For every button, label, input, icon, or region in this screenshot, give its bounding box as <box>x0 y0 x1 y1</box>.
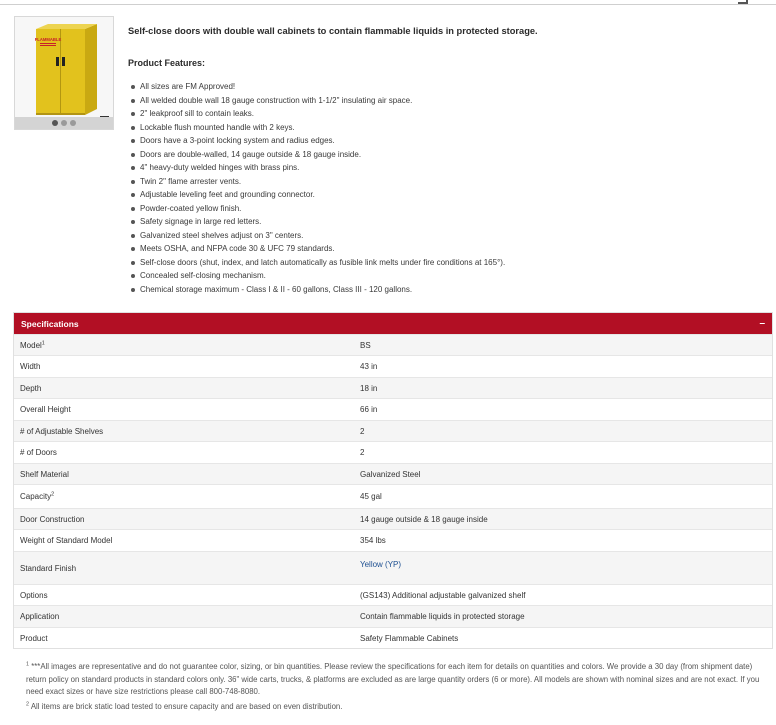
specifications-title: Specifications <box>21 318 79 329</box>
spec-label <box>14 612 354 621</box>
specifications-table <box>14 334 772 648</box>
spec-value: 354 lbs <box>360 536 386 545</box>
spec-value: 2 <box>360 426 365 436</box>
collapse-icon[interactable]: – <box>759 317 765 329</box>
spec-row <box>14 398 772 420</box>
product-image[interactable] <box>15 17 113 117</box>
spec-row <box>14 627 772 648</box>
feature-item: Self-close doors (shut, index, and latch automatically as fusible link melts under fire conditions at 165°). <box>128 256 768 270</box>
feature-item: Twin 2" flame arrester vents. <box>128 175 768 189</box>
spec-row <box>14 334 772 355</box>
specifications-header[interactable] <box>14 313 772 334</box>
gallery-dot[interactable] <box>61 120 67 126</box>
spec-row <box>14 377 772 398</box>
feature-item: 4" heavy-duty welded hinges with brass pins. <box>128 161 768 175</box>
spec-label <box>14 384 354 393</box>
cabinet-illustration <box>15 17 113 117</box>
spec-value: 14 gauge outside & 18 gauge inside <box>360 514 488 524</box>
spec-value: 45 gal <box>360 492 382 501</box>
spec-label <box>14 634 354 643</box>
feature-item: Concealed self-closing mechanism. <box>128 269 768 283</box>
footnote-2: All items are brick static load tested to ensure capacity and are based on even distribution. <box>30 701 343 711</box>
spec-label <box>14 448 354 457</box>
gallery-pager <box>15 117 113 129</box>
feature-item: All welded double wall 18 gauge construction with 1-1/2" insulating air space. <box>128 94 768 108</box>
spec-label-text: Shelf Material <box>20 469 69 479</box>
spec-row <box>14 420 772 441</box>
spec-label <box>14 362 354 371</box>
feature-item: Chemical storage maximum - Class I & II - 60 gallons, Class III - 120 gallons. <box>128 283 768 297</box>
footnotes <box>26 661 766 714</box>
spec-row <box>14 355 772 377</box>
feature-item: Meets OSHA, and NFPA code 30 & UFC 79 standards. <box>128 242 768 256</box>
spec-label-text: Product <box>20 633 48 643</box>
spec-row <box>14 463 772 484</box>
product-image-gallery <box>14 16 114 130</box>
spec-label-text: # of Doors <box>20 448 57 457</box>
gallery-dot[interactable] <box>52 120 58 126</box>
spec-label-text: Application <box>20 612 60 621</box>
spec-label-text: Model <box>20 340 42 350</box>
spec-value: Galvanized Steel <box>360 469 421 479</box>
spec-label-text: Capacity <box>20 492 52 501</box>
spec-label-text: Standard Finish <box>20 563 77 573</box>
spec-row <box>14 441 772 463</box>
gallery-dot[interactable] <box>70 120 76 126</box>
spec-row <box>14 484 772 508</box>
spec-row <box>14 551 772 584</box>
spec-label-text: Weight of Standard Model <box>20 536 113 545</box>
spec-label-text: # of Adjustable Shelves <box>20 426 104 436</box>
feature-item: Adjustable leveling feet and grounding connector. <box>128 188 768 202</box>
features-title: Product Features: <box>128 58 206 68</box>
spec-value: (GS143) Additional adjustable galvanized shelf <box>360 590 526 600</box>
chevron-down-icon[interactable] <box>738 0 748 4</box>
spec-label <box>14 515 354 524</box>
spec-label-text: Depth <box>20 383 42 393</box>
spec-label-text: Door Construction <box>20 514 85 524</box>
spec-value: 66 in <box>360 405 378 414</box>
footnote-ref: 2 <box>51 491 55 498</box>
footnote-ref: 1 <box>41 339 45 346</box>
spec-label <box>14 492 354 501</box>
top-divider <box>0 4 776 5</box>
spec-row <box>14 605 772 627</box>
spec-value-link[interactable]: Yellow (YP) <box>360 559 402 569</box>
spec-value: Safety Flammable Cabinets <box>360 633 459 643</box>
product-description <box>128 26 758 36</box>
spec-value: 43 in <box>360 362 378 371</box>
specifications-panel <box>13 312 773 649</box>
spec-value: 18 in <box>360 383 378 393</box>
spec-label-text: Width <box>20 362 41 371</box>
spec-value: BS <box>360 340 371 350</box>
footnote-marker: 1 <box>26 661 30 668</box>
feature-item: 2" leakproof sill to contain leaks. <box>128 107 768 121</box>
feature-item: Lockable flush mounted handle with 2 keys. <box>128 121 768 135</box>
spec-label-text: Overall Height <box>20 405 71 414</box>
spec-label <box>14 470 354 479</box>
spec-value: 2 <box>360 448 365 457</box>
spec-label <box>14 405 354 414</box>
feature-item: Powder-coated yellow finish. <box>128 202 768 216</box>
feature-item: Safety signage in large red letters. <box>128 215 768 229</box>
product-headline: Self-close doors with double wall cabinets to contain flammable liquids in protected storage. <box>128 26 538 36</box>
feature-item: Doors have a 3-point locking system and radius edges. <box>128 134 768 148</box>
feature-item: Galvanized steel shelves adjust on 3" centers. <box>128 229 768 243</box>
spec-label <box>14 564 354 573</box>
features-list <box>128 80 768 296</box>
svg-text:FLAMMABLE: FLAMMABLE <box>34 37 62 42</box>
spec-row <box>14 584 772 605</box>
spec-label <box>14 536 354 545</box>
spec-label <box>14 341 354 350</box>
spec-row <box>14 508 772 529</box>
feature-item: All sizes are FM Approved! <box>128 80 768 94</box>
spec-label <box>14 591 354 600</box>
footnote-marker: 2 <box>26 700 30 707</box>
spec-label <box>14 427 354 436</box>
footnote-1: ***All images are representative and do not guarantee color, sizing, or bin quantities. Please review the specifications for each item for details on quantities and colors. We provide a 30 day (from shipment date) return policy on standard products in standard colors only. 36" wide carts, trucks, & platforms are excluded as are large quantity orders (6 or more). All models are shown with nominal sizes and are not exact. If you need exact sizes or have size restrictions please call 800-748-8080. <box>26 662 760 696</box>
spec-row <box>14 529 772 551</box>
spec-value: Contain flammable liquids in protected storage <box>360 612 525 621</box>
spec-label-text: Options <box>20 590 48 600</box>
feature-item: Doors are double-walled, 14 gauge outside & 18 gauge inside. <box>128 148 768 162</box>
